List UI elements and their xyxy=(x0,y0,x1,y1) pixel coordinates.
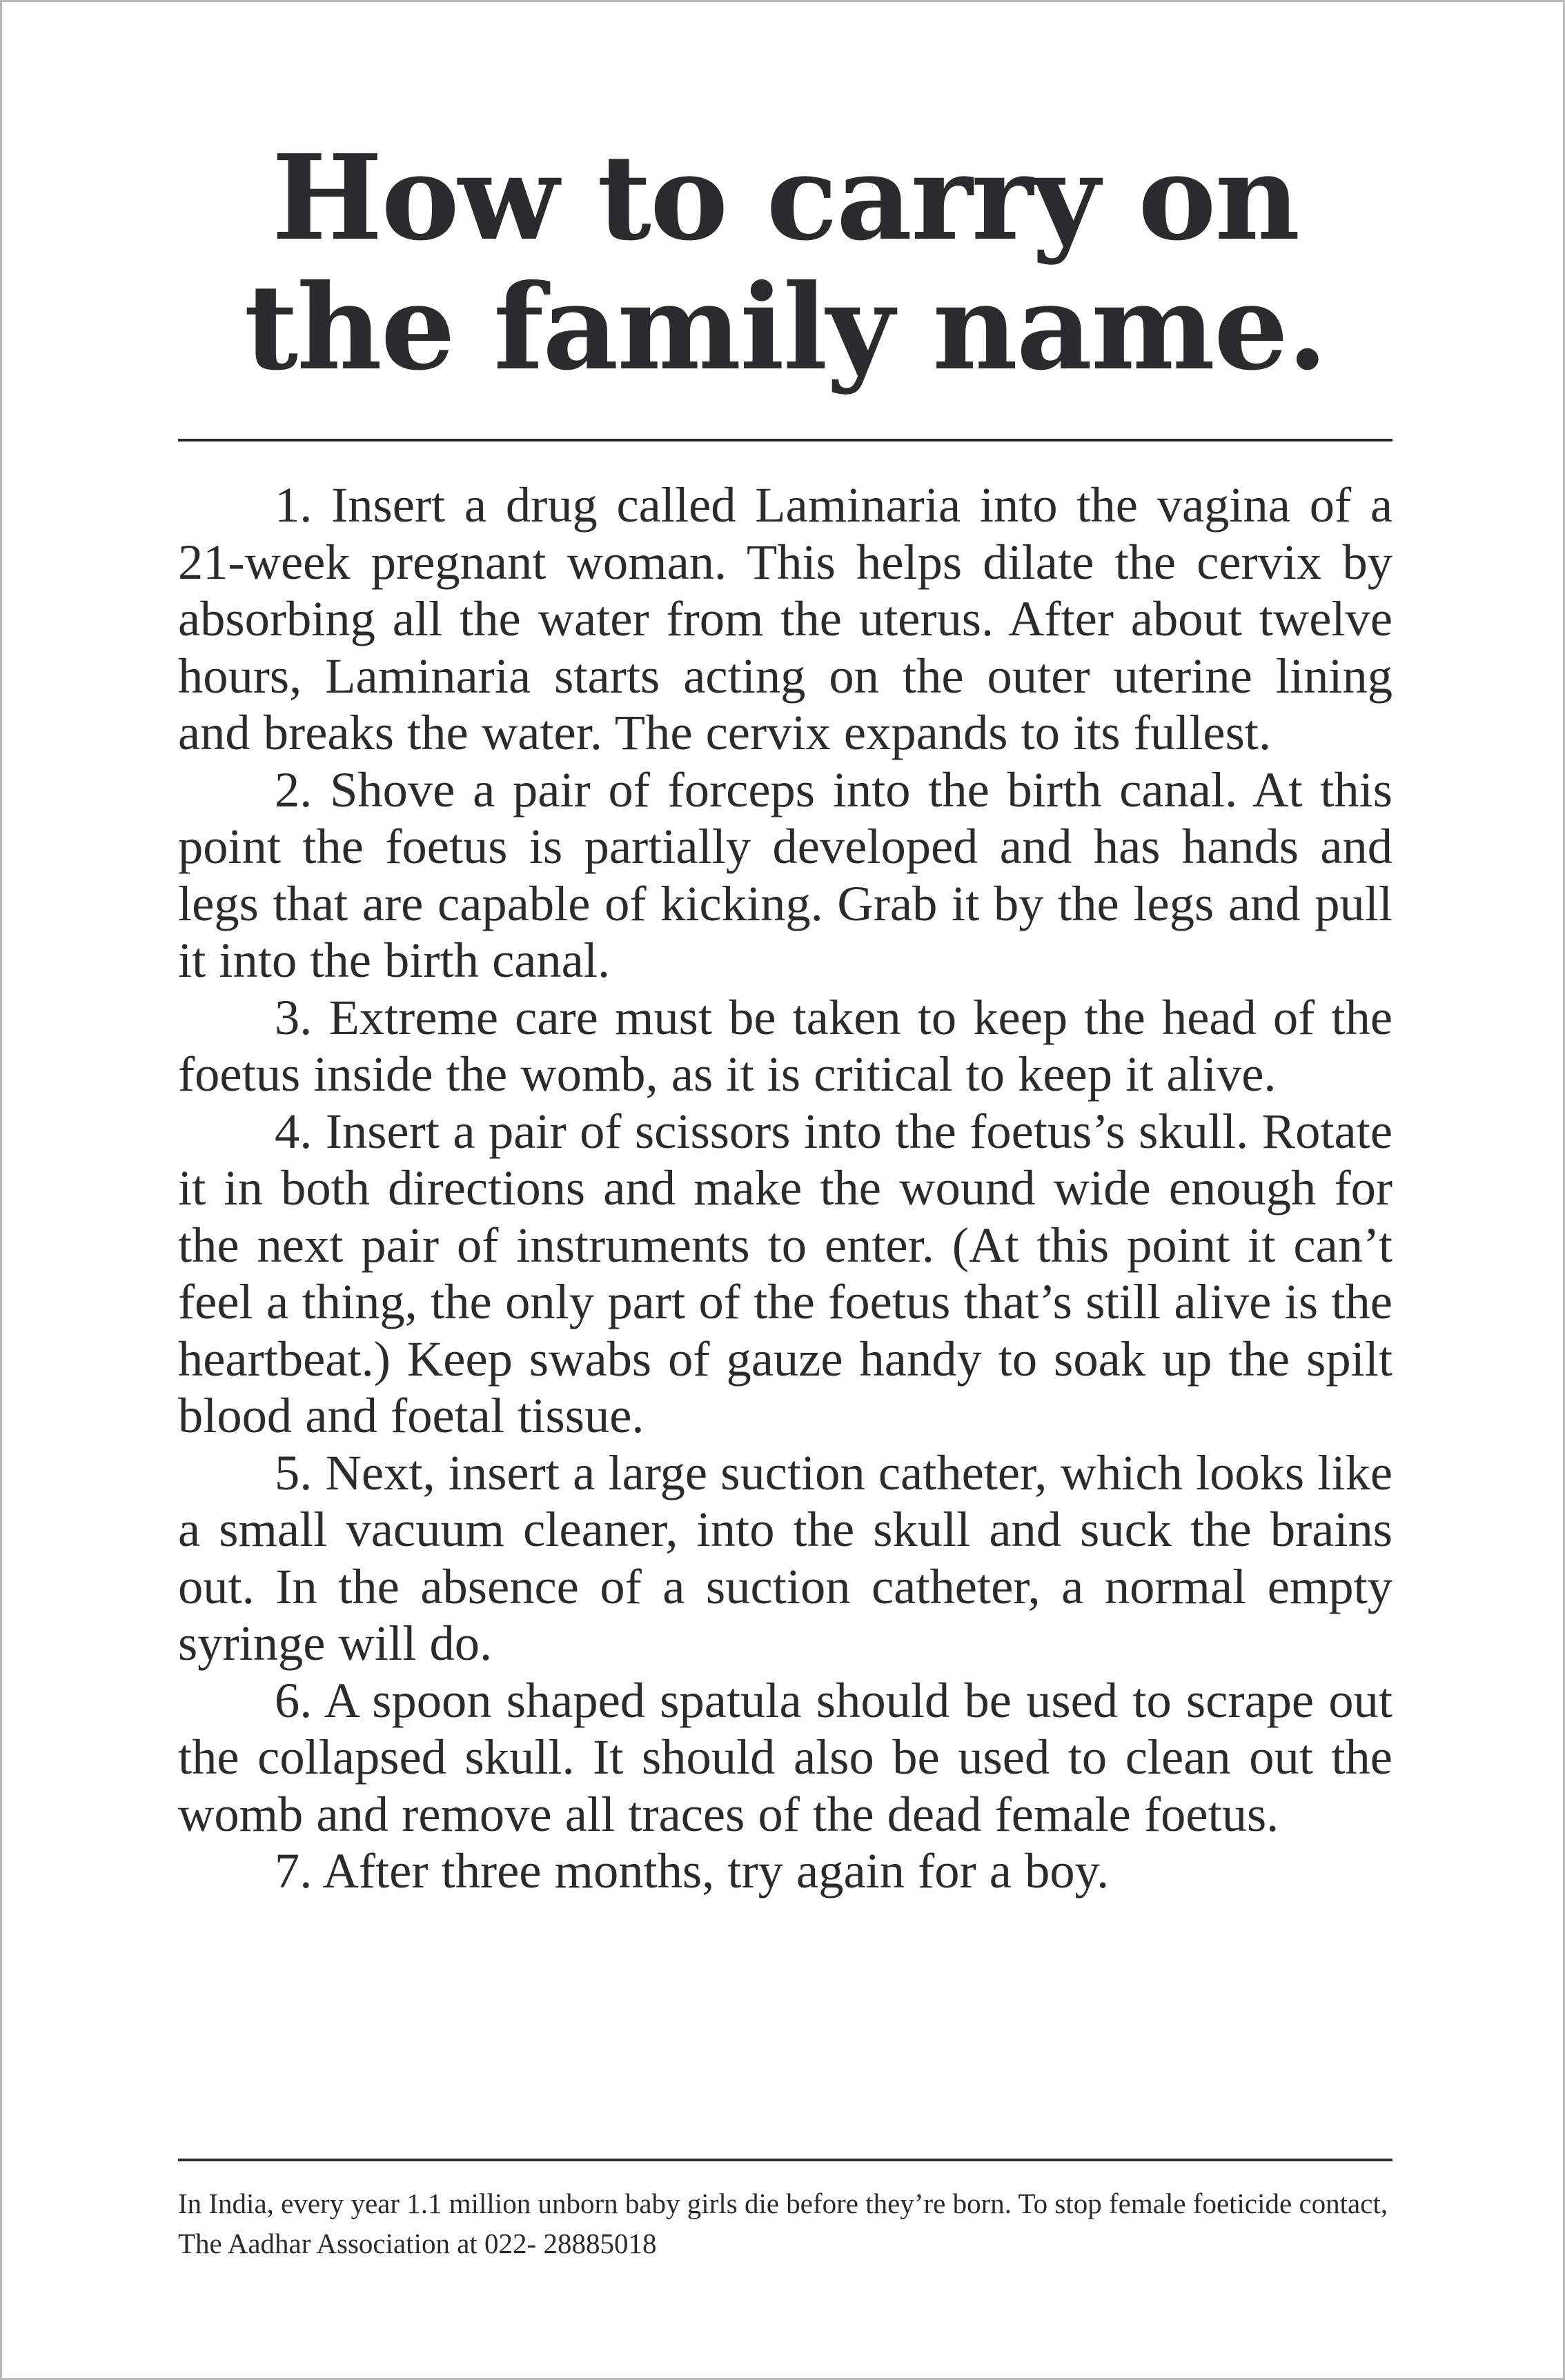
headline xyxy=(178,129,1392,397)
bottom-divider xyxy=(178,2159,1392,2161)
headline-line-2: the family name. xyxy=(244,259,1327,397)
step-6: 6. A spoon shaped spatula should be used to scrape out the collapsed skull. It should also be used to clean out the womb and remove all traces of the dead female foetus. xyxy=(178,1672,1392,1842)
step-1: 1. Insert a drug called Laminaria into the vagina of a 21-week pregnant woman. This helps dilate the cervix by absorbing all the water from the uterus. After about twelve hours, Laminaria starts acting on the outer uterine lining and breaks the water. The cervix expands to its fullest. xyxy=(178,477,1392,760)
step-7: 7. After three months, try again for a boy. xyxy=(275,1843,1110,1898)
step-4: 4. Insert a pair of scissors into the foetus’s skull. Rotate it in both directions and make the wound wide enough for the next pair of instruments to enter. (At this point it can’t feel a thing, the only part of the foetus that’s still alive is the heartbeat.) Keep swabs of gauze handy to soak up the spilt blood and foetal tissue. xyxy=(178,1102,1392,1443)
footer-note: In India, every year 1.1 million unborn baby girls die before they’re born. To stop female foeticide contact, The Aadhar Association at 022- 28885018 xyxy=(178,2188,1388,2259)
step-3: 3. Extreme care must be taken to keep the head of the foetus inside the womb, as it is critical to keep it alive. xyxy=(178,989,1392,1102)
step-2: 2. Shove a pair of forceps into the birth canal. At this point the foetus is partially developed and has hands and legs that are capable of kicking. Grab it by the legs and pull it into the birth canal. xyxy=(178,761,1392,988)
top-divider xyxy=(178,439,1392,442)
step-5: 5. Next, insert a large suction catheter, which looks like a small vacuum cleaner, into the skull and suck the brains out. In the absence of a suction catheter, a normal empty syringe will do. xyxy=(178,1444,1392,1671)
headline-line-1: How to carry on xyxy=(271,129,1299,267)
instructions-list xyxy=(178,477,1392,1900)
